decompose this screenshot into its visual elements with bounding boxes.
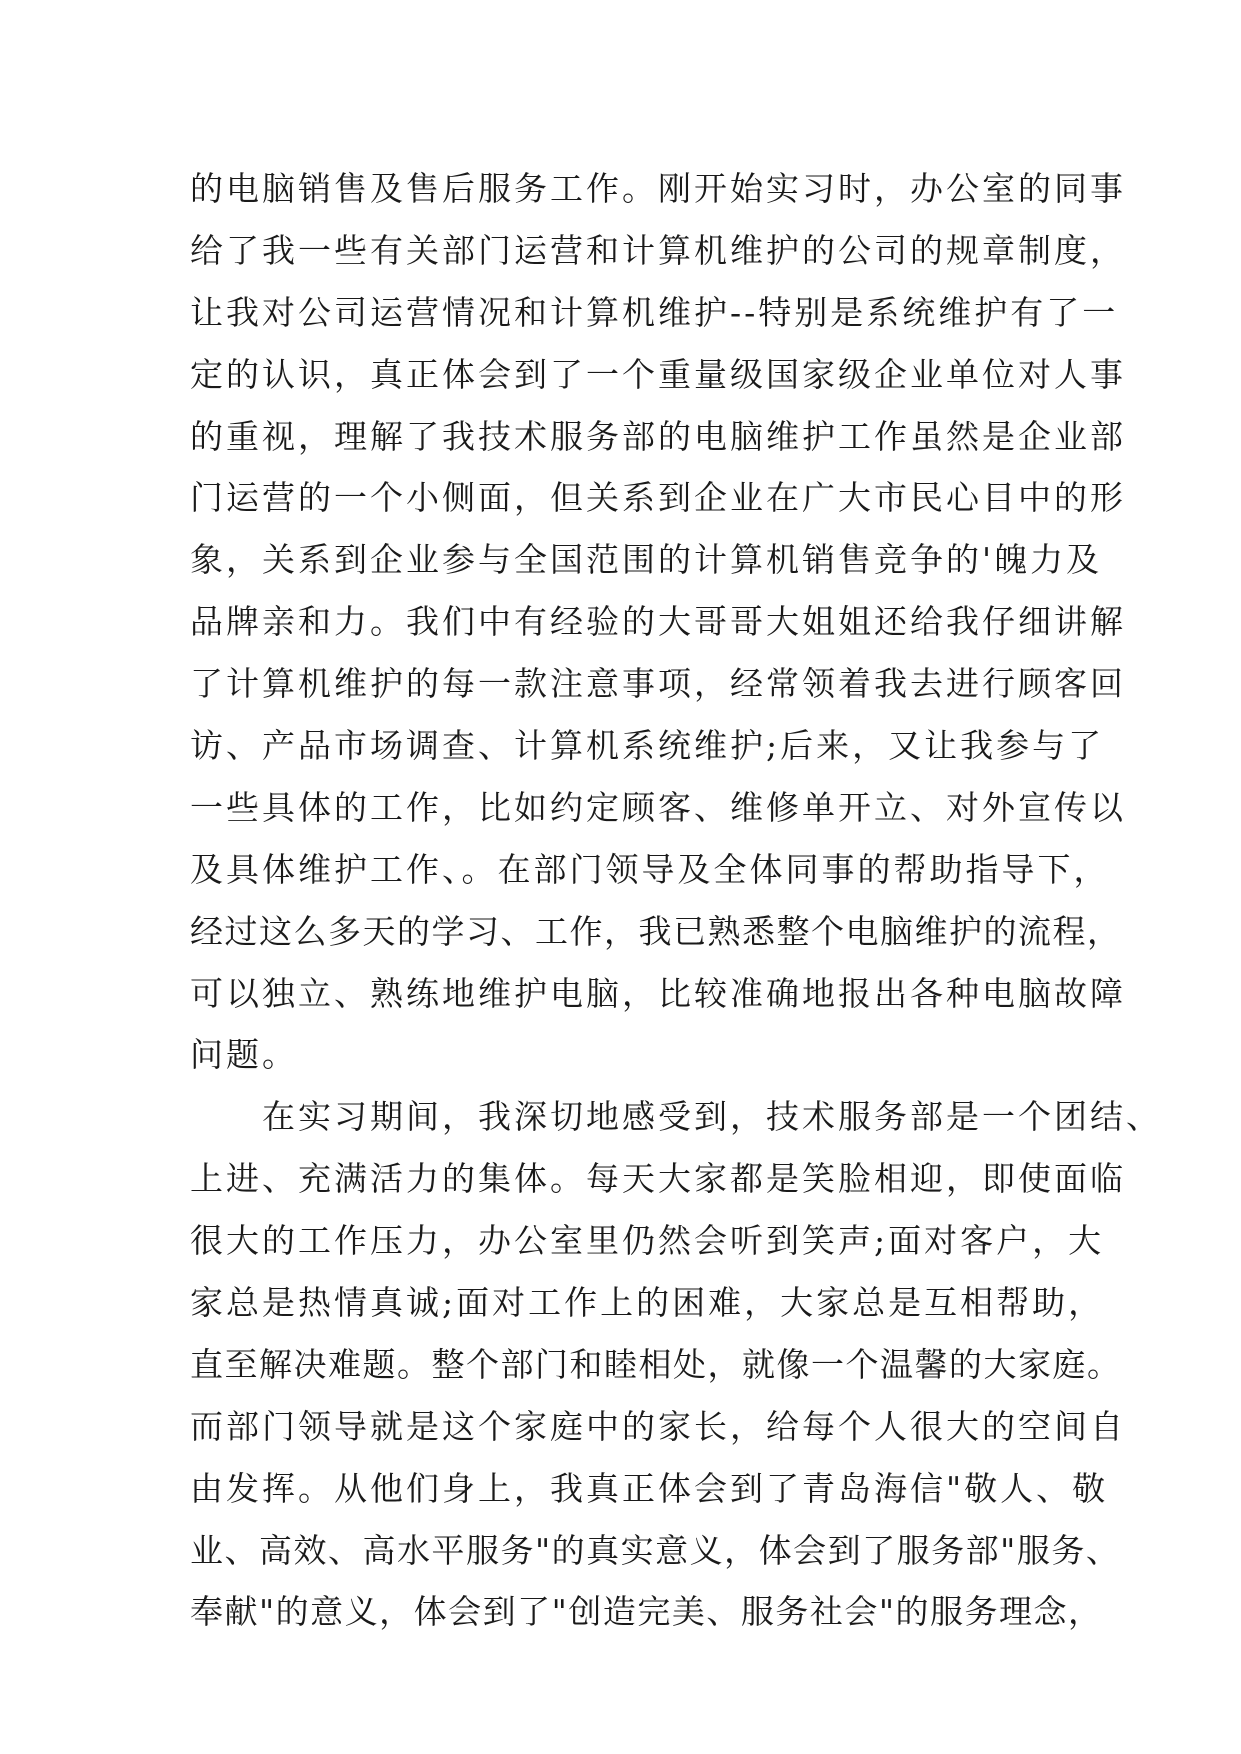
text-line-13: 经过这么多天的学习、工作，我已熟悉整个电脑维护的流程，: [190, 911, 1122, 951]
text-line-7: 象，关系到企业参与全国范围的计算机销售竞争的'魄力及: [190, 540, 1103, 580]
text-line-15: 问题。: [190, 1035, 298, 1075]
text-line-22: 由发挥。从他们身上，我真正体会到了青岛海信"敬人、敬: [190, 1468, 1109, 1508]
body-text: [190, 158, 1162, 1643]
text-line-12: 及具体维护工作、。在部门领导及全体同事的帮助指导下，: [190, 849, 1110, 889]
text-line-3: 让我对公司运营情况和计算机维护--特别是系统维护有了一: [190, 292, 1119, 332]
text-line-21: 而部门领导就是这个家庭中的家长，给每个人很大的空间自: [190, 1406, 1126, 1446]
text-line-1: 的电脑销售及售后服务工作。刚开始实习时，办公室的同事: [190, 169, 1126, 208]
text-line-10: 访、产品市场调查、计算机系统维护;后来，又让我参与了: [190, 726, 1105, 766]
text-line-8: 品牌亲和力。我们中有经验的大哥哥大姐姐还给我仔细讲解: [190, 602, 1126, 642]
text-line-20: 直至解决难题。整个部门和睦相处，就像一个温馨的大家庭。: [190, 1344, 1122, 1384]
text-line-9: 了计算机维护的每一款注意事项，经常领着我去进行顾客回: [190, 664, 1126, 704]
text-line-4: 定的认识，真正体会到了一个重量级国家级企业单位对人事: [190, 354, 1126, 394]
text-line-14: 可以独立、熟练地维护电脑，比较准确地报出各种电脑故障: [190, 973, 1126, 1013]
text-line-2: 给了我一些有关部门运营和计算机维护的公司的规章制度，: [190, 230, 1126, 270]
text-line-6: 门运营的一个小侧面，但关系到企业在广大市民心目中的形: [190, 478, 1126, 518]
text-line-24: 奉献"的意义，体会到了"创造完美、服务社会"的服务理念，: [190, 1592, 1103, 1632]
text-line-5: 的重视，理解了我技术服务部的电脑维护工作虽然是企业部: [190, 416, 1126, 456]
text-line-16: 在实习期间，我深切地感受到，技术服务部是一个团结、: [190, 1097, 1162, 1137]
text-line-11: 一些具体的工作，比如约定顾客、维修单开立、对外宣传以: [190, 787, 1126, 827]
text-line-19: 家总是热情真诚;面对工作上的困难，大家总是互相帮助，: [190, 1283, 1105, 1323]
text-line-23: 业、高效、高水平服务"的真实意义，体会到了服务部"服务、: [190, 1530, 1121, 1570]
text-line-18: 很大的工作压力，办公室里仍然会听到笑声;面对客户，大: [190, 1221, 1105, 1261]
text-line-17: 上进、充满活力的集体。每天大家都是笑脸相迎，即使面临: [190, 1159, 1126, 1199]
